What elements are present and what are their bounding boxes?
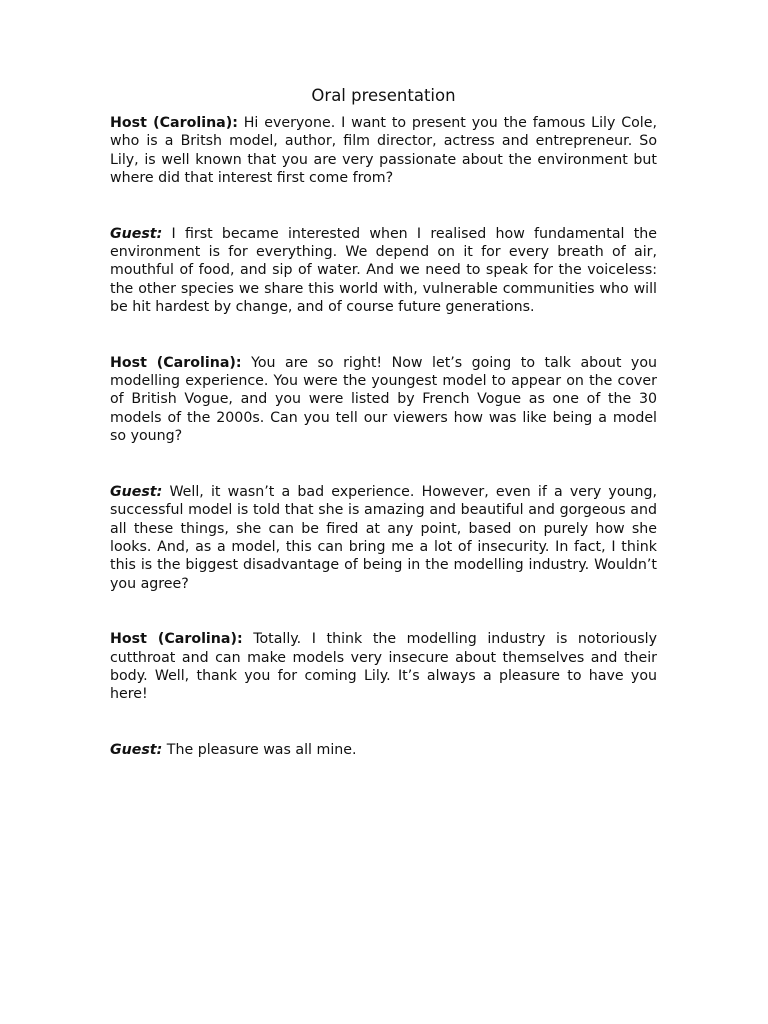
paragraph-gap [110,317,657,354]
dialogue-host-3 [110,630,657,704]
paragraph-gap [110,188,657,225]
speaker-label: Guest: [110,225,163,242]
dialogue-text: I first became interested when I realised how fundamental the environment is for everything. We depend on it for every breath of air, mouthful of food, and sip of water. And we need to speak for the voiceless: the other species we share this world with, vulnerable communities who will be hit hardest by change, and of course future generations. [110,225,657,316]
dialogue-host-1 [110,114,657,188]
speaker-label: Host (Carolina): [110,631,243,648]
dialogue-text: Hi everyone. I want to present you the famous Lily Cole, who is a Britsh model, author, film director, actress and entrepreneur. So Lily, is well known that you are very passionate about the environment but where did that interest first come from? [110,115,657,187]
dialogue-text: Totally. I think the modelling industry is notoriously cutthroat and can make models very insecure about themselves and their body. Well, thank you for coming Lily. It’s always a pleasure to have you here! [110,631,658,703]
speaker-label: Host (Carolina): [110,115,238,131]
dialogue-guest-1 [110,225,657,317]
dialogue-host-2 [110,354,657,446]
dialogue-text: Well, it wasn’t a bad experience. However, even if a very young, successful model is told that she is amazing and beautiful and gorgeous and all these things, she can be fired at any point, based on purely how she looks. And, as a model, this can bring me a lot of insecurity. In fact, I think this is the biggest disadvantage of being in the modelling industry. Wouldn’t you agree? [110,483,657,592]
paragraph-gap [110,593,657,630]
dialogue-text: The pleasure was all mine. [166,741,357,758]
dialogue-text: You are so right! Now let’s going to talk about you modelling experience. You were the youngest model to appear on the cover of British Vogue, and you were listed by French Vogue as one of the 30 models of the 2000s. Can you tell our viewers how was like being a model so young? [110,354,657,445]
document-title: Oral presentation [311,86,456,105]
speaker-label: Host (Carolina): [110,354,242,371]
paragraph-gap [110,704,657,741]
paragraph-gap [110,446,657,483]
speaker-label: Guest: [110,483,163,500]
document-page [110,84,657,759]
speaker-label: Guest: [110,741,163,758]
dialogue-guest-2 [110,483,657,593]
dialogue-guest-3 [110,741,657,759]
